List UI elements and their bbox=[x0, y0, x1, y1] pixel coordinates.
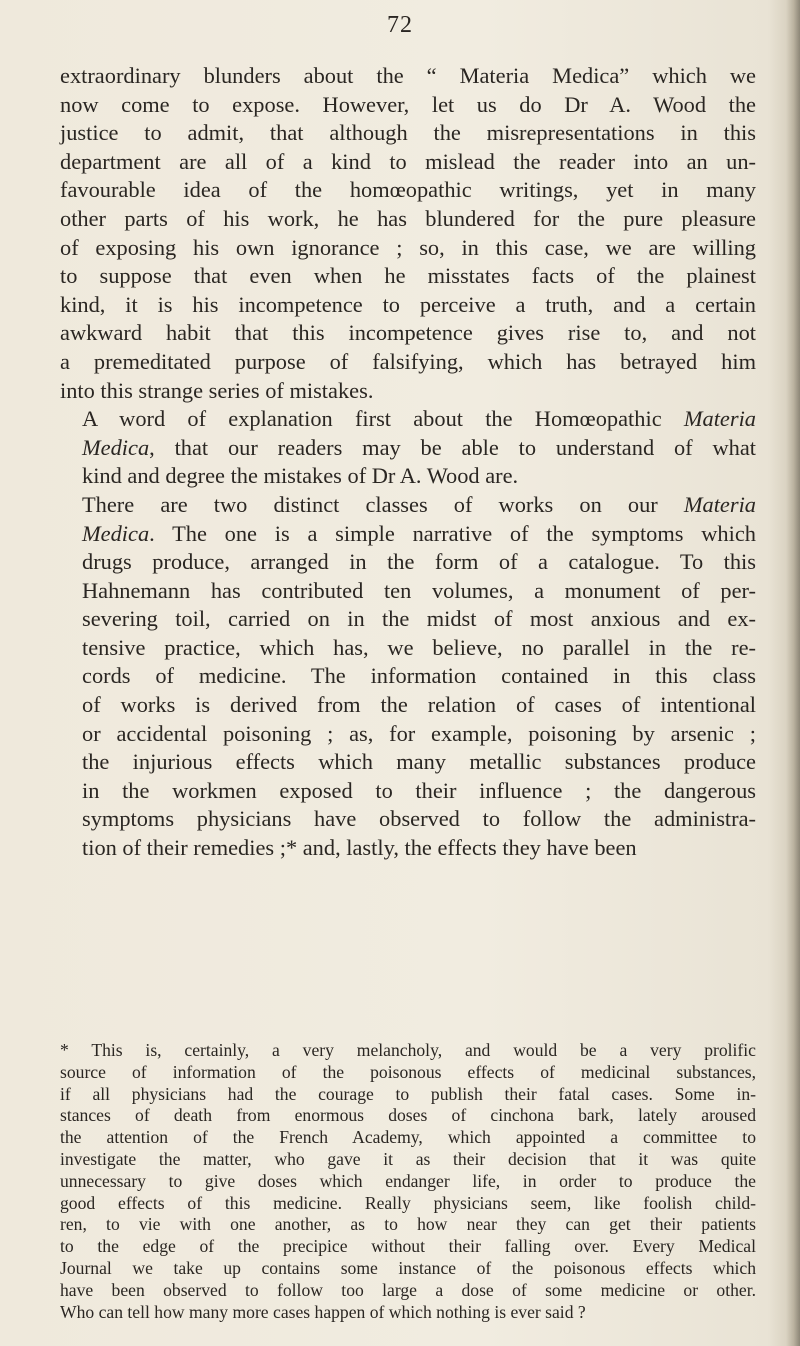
text-line: severing toil, carried on in the midst of most anxious and ex- bbox=[82, 606, 756, 632]
footnote-line: to the edge of the precipice without their falling over. Every Medical bbox=[60, 1236, 756, 1257]
footnote-line: Who can tell how many more cases happen of which nothing is ever said ? bbox=[60, 1301, 586, 1322]
text-line: other parts of his work, he has blundered for the pure pleasure bbox=[60, 205, 756, 231]
text-line: drugs produce, arranged in the form of a catalogue. To this bbox=[82, 549, 756, 575]
text-line: now come to expose. However, let us do Dr A. Wood the bbox=[60, 91, 756, 117]
text-line: Hahnemann has contributed ten volumes, a monument of per- bbox=[82, 577, 756, 603]
footnote-line: * This is, certainly, a very melancholy, and would be a very prolific bbox=[60, 1040, 756, 1060]
text-line: the injurious effects which many metallic substances produce bbox=[82, 749, 756, 775]
text-line: of exposing his own ignorance ; so, in this case, we are willing bbox=[60, 234, 756, 260]
text-line: or accidental poisoning ; as, for example, poisoning by arsenic ; bbox=[82, 720, 756, 746]
footnote-line: ren, to vie with one another, as to how near they can get their patients bbox=[60, 1214, 756, 1235]
footnote-line: stances of death from enormous doses of cinchona bark, lately aroused bbox=[60, 1105, 756, 1126]
text-line: justice to admit, that although the misrepresentations in this bbox=[60, 120, 756, 146]
text-line: There are two distinct classes of works on our Materia bbox=[82, 491, 756, 517]
text-line: Medica, that our readers may be able to understand of what bbox=[82, 434, 756, 460]
text-line: a premeditated purpose of falsifying, which has betrayed him bbox=[60, 348, 756, 374]
text-line: department are all of a kind to mislead the reader into an un- bbox=[60, 148, 756, 174]
text-line: awkward habit that this incompetence gives rise to, and not bbox=[60, 320, 756, 346]
footnote-line: unnecessary to give doses which endanger life, in order to produce the bbox=[60, 1170, 756, 1191]
footnote bbox=[60, 1040, 756, 1323]
main-text bbox=[60, 62, 756, 863]
text-line: Medica. The one is a simple narrative of the symptoms which bbox=[82, 520, 756, 546]
footnote-line: Journal we take up contains some instance of the poisonous effects which bbox=[60, 1257, 756, 1278]
footnote-line: investigate the matter, who gave it as their decision that it was quite bbox=[60, 1148, 756, 1169]
paragraph-3 bbox=[60, 491, 756, 863]
text-line: of works is derived from the relation of cases of intentional bbox=[82, 692, 756, 718]
text-line: tensive practice, which has, we believe, no parallel in the re- bbox=[82, 634, 756, 660]
text-line: to suppose that even when he misstates facts of the plainest bbox=[60, 263, 756, 289]
footnote-line: have been observed to follow too large a dose of some medicine or other. bbox=[60, 1279, 756, 1300]
footnote-line: if all physicians had the courage to publish their fatal cases. Some in- bbox=[60, 1083, 756, 1104]
text-line: extraordinary blunders about the “ Materia Medica” which we bbox=[60, 63, 756, 88]
text-line: A word of explanation first about the Homœopathic Materia bbox=[82, 406, 756, 432]
text-line: favourable idea of the homœopathic writings, yet in many bbox=[60, 177, 756, 203]
text-line: into this strange series of mistakes. bbox=[60, 377, 374, 403]
page-edge-shadow bbox=[786, 0, 800, 1346]
footnote-line: good effects of this medicine. Really physicians seem, like foolish child- bbox=[60, 1192, 756, 1213]
footnote-line: the attention of the French Academy, which appointed a committee to bbox=[60, 1127, 756, 1148]
text-line: kind, it is his incompetence to perceive a truth, and a certain bbox=[60, 291, 756, 317]
text-line: in the workmen exposed to their influence ; the dangerous bbox=[82, 777, 756, 803]
text-line: cords of medicine. The information contained in this class bbox=[82, 663, 756, 689]
text-line: symptoms physicians have observed to follow the administra- bbox=[82, 806, 756, 832]
paragraph-1 bbox=[60, 62, 756, 405]
paragraph-2 bbox=[60, 405, 756, 491]
page-number: 72 bbox=[387, 12, 413, 38]
footnote-line: source of information of the poisonous effects of medicinal substances, bbox=[60, 1061, 756, 1082]
text-line: tion of their remedies ;* and, lastly, the effects they have been bbox=[82, 835, 637, 861]
text-line: kind and degree the mistakes of Dr A. Wood are. bbox=[82, 463, 519, 489]
